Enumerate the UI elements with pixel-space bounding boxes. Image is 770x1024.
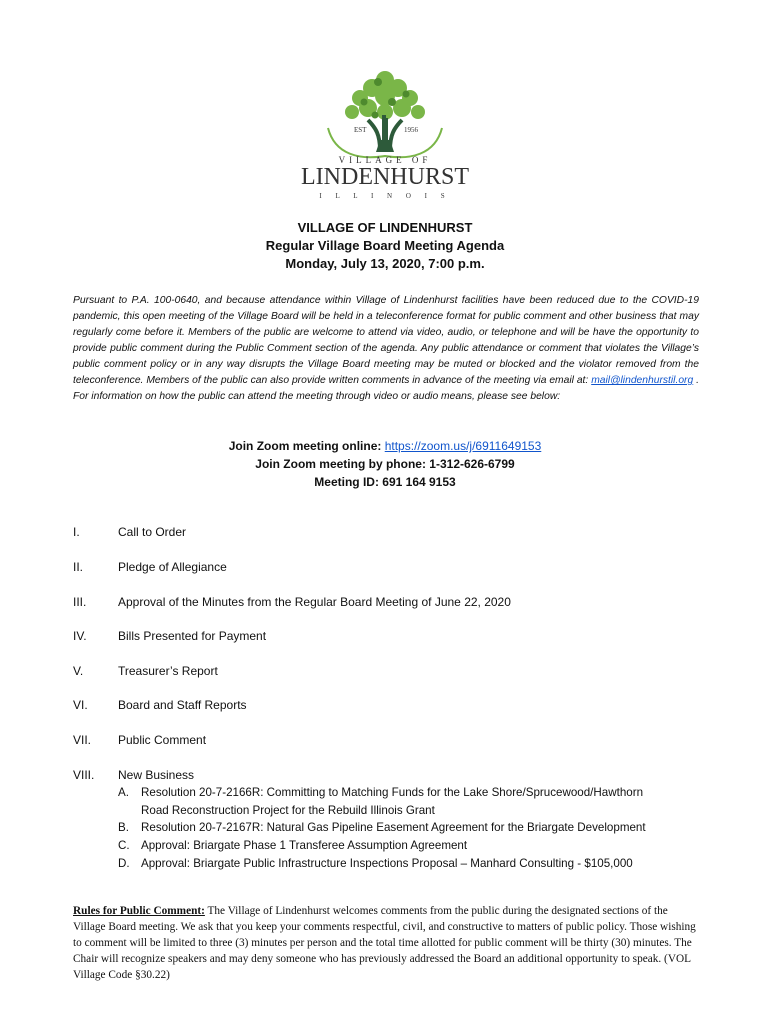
zoom-url-link[interactable]: https://zoom.us/j/6911649153 — [384, 439, 542, 453]
intro-paragraph — [73, 293, 699, 405]
intro-text-end: . For information on how the public can attend the meeting through video or audio means, please see below: — [73, 375, 699, 402]
rules-title: Rules for Public Comment: — [73, 905, 205, 917]
new-business-item: B. Resolution 20-7-2167R: Natural Gas Pipeline Easement Agreement for the Briargate Development — [118, 821, 646, 834]
zoom-meeting-id: Meeting ID: 691 164 9153 — [314, 475, 456, 489]
heading-title: Regular Village Board Meeting Agenda — [265, 238, 505, 253]
logo-year-label: 1956 — [404, 126, 418, 134]
logo-state: I L L I N O I S — [319, 192, 451, 200]
logo-est-label: EST — [354, 126, 367, 134]
village-logo — [280, 60, 490, 210]
new-business-item: D. Approval: Briargate Public Infrastructure Inspections Proposal – Manhard Consulting - $105,000 — [118, 857, 633, 870]
rules-body: The Village of Lindenhurst welcomes comments from the public during the designated sections of the Village Board meeting. We ask that you keep your comments respectful, civil, and constructive to matters of public policy. Those wishing to comment will be limited to three (3) minutes per person and the total time allotted for public comment will be thirty (30) minutes. The Chair will recognize speakers and may deny someone who has previously addressed the Board an additional opportunity to speak. (VOL Village Code §30.22) — [73, 905, 696, 981]
email-link[interactable]: mail@lindenhurstil.org — [591, 375, 694, 386]
intro-text: Pursuant to P.A. 100-0640, and because attendance within Village of Lindenhurst facilities have been reduced due to the COVID-19 pandemic, this open meeting of the Village Board will be held in a teleconference format for public comment and other business that may regularly come before it. Members of the public are welcome to attend via video, audio, or telephone and will be have the opportunity to provide public comment during the Public Comment section of the agenda. Any public attendance or comment that violates the Village’s public comment policy or in any way disrupts the Village Board meeting may be muted or blocked and the violator removed from the teleconference. Members of the public can also provide written comments in advance of the meeting via email at: — [73, 295, 699, 386]
logo-village-of: VILLAGE OF — [338, 155, 432, 165]
zoom-phone: Join Zoom meeting by phone: 1-312-626-6799 — [255, 457, 515, 471]
heading-village: VILLAGE OF LINDENHURST — [297, 220, 473, 235]
zoom-online-label: Join Zoom meeting online: — [228, 439, 385, 453]
public-comment-rules — [73, 903, 699, 983]
new-business-item: A. Resolution 20-7-2166R: Committing to Matching Funds for the Lake Shore/Sprucewood/Hawthorn — [118, 786, 644, 799]
tree-logo-icon — [280, 60, 490, 210]
new-business-item: C. Approval: Briargate Phase 1 Transferee Assumption Agreement — [118, 839, 468, 852]
logo-name: LINDENHURST — [301, 164, 469, 190]
new-business-item-continued: Road Reconstruction Project for the Rebuild Illinois Grant — [141, 804, 435, 817]
heading-date: Monday, July 13, 2020, 7:00 p.m. — [285, 256, 485, 271]
zoom-info — [0, 437, 770, 491]
agenda-heading — [0, 219, 770, 273]
